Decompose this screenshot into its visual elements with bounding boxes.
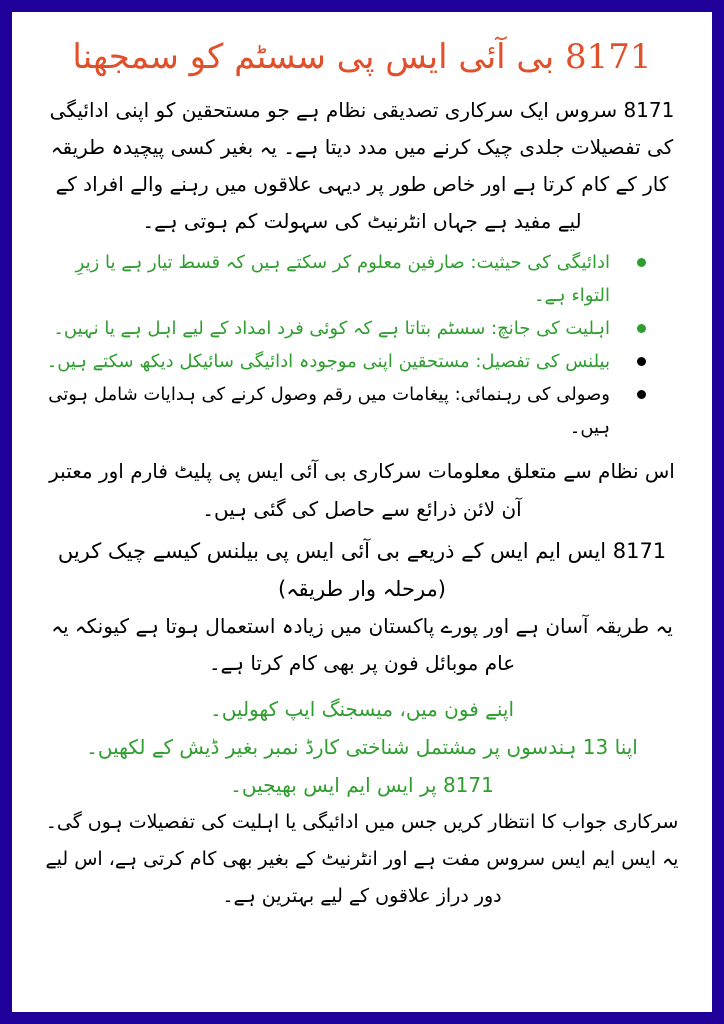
source-note: اس نظام سے متعلق معلومات سرکاری بی آئی ایس پی پلیٹ فارم اور معتبر آن لائن ذرائع سے حاصل کی گئی ہیں۔ (49, 459, 675, 521)
howto-heading: 8171 ایس ایم ایس کے ذریعے بی آئی ایس پی بیلنس کیسے چیک کریں (مرحلہ وار طریقہ) (57, 539, 667, 601)
feature-text: اہلیت کی جانچ: سسٹم بتاتا ہے کہ کوئی فرد امداد کے لیے اہل ہے یا نہیں۔ (53, 318, 610, 339)
bullet-dot-icon (637, 390, 646, 399)
intro-paragraph: 8171 سروس ایک سرکاری تصدیقی نظام ہے جو مستحقین کو اپنی ادائیگی کی تفصیلات جلدی چیک کرنے میں مدد دیتا ہے۔ یہ بغیر کسی پیچیدہ طریقہ کار کے کام کرتا ہے اور خاص طور پر دیہی علاقوں میں رہنے والے افراد کے لیے مفید ہے جہاں انٹرنیٹ کی سہولت کم ہوتی ہے۔ (49, 98, 675, 233)
bullet-dot-icon (637, 324, 646, 333)
feature-list (34, 246, 690, 444)
closing-free-service: یہ ایس ایم ایس سروس مفت ہے اور انٹرنیٹ کے بغیر بھی کام کرتی ہے، اس لیے دور دراز علاقوں کے لیے بہترین ہے۔ (45, 848, 679, 907)
howto-intro: یہ طریقہ آسان ہے اور پورے پاکستان میں زیادہ استعمال ہوتا ہے کیونکہ یہ عام موبائل فون پر بھی کام کرتا ہے۔ (51, 614, 673, 675)
step-item-type-cnic: اپنا 13 ہندسوں پر مشتمل شناختی کارڈ نمبر بغیر ڈیش کے لکھیں۔ (86, 735, 638, 759)
feature-text: وصولی کی رہنمائی: پیغامات میں رقم وصول کرنے کی ہدایات شامل ہوتی ہیں۔ (48, 384, 610, 438)
feature-item-eligibility (34, 312, 690, 345)
bullet-dot-icon (637, 357, 646, 366)
closing-wait-reply: سرکاری جواب کا انتظار کریں جس میں ادائیگی یا اہلیت کی تفصیلات ہوں گی۔ (45, 811, 679, 833)
page-title: 8171 بی آئی ایس پی سسٹم کو سمجھنا (72, 37, 652, 77)
step-item-send-sms: 8171 پر ایس ایم ایس بھیجیں۔ (230, 773, 494, 797)
steps-list (34, 690, 690, 804)
feature-item-payment-status (34, 246, 690, 312)
feature-item-collection-guide (34, 378, 690, 444)
document-page (12, 12, 712, 1012)
feature-text: بیلنس کی تفصیل: مستحقین اپنی موجودہ ادائیگی سائیکل دیکھ سکتے ہیں۔ (46, 351, 610, 372)
feature-text: ادائیگی کی حیثیت: صارفین معلوم کر سکتے ہیں کہ قسط تیار ہے یا زیرِ التواء ہے۔ (75, 252, 610, 306)
feature-item-balance (34, 345, 690, 378)
bullet-dot-icon (637, 258, 646, 267)
step-item-open-app: اپنے فون میں، میسجنگ ایپ کھولیں۔ (209, 697, 514, 721)
